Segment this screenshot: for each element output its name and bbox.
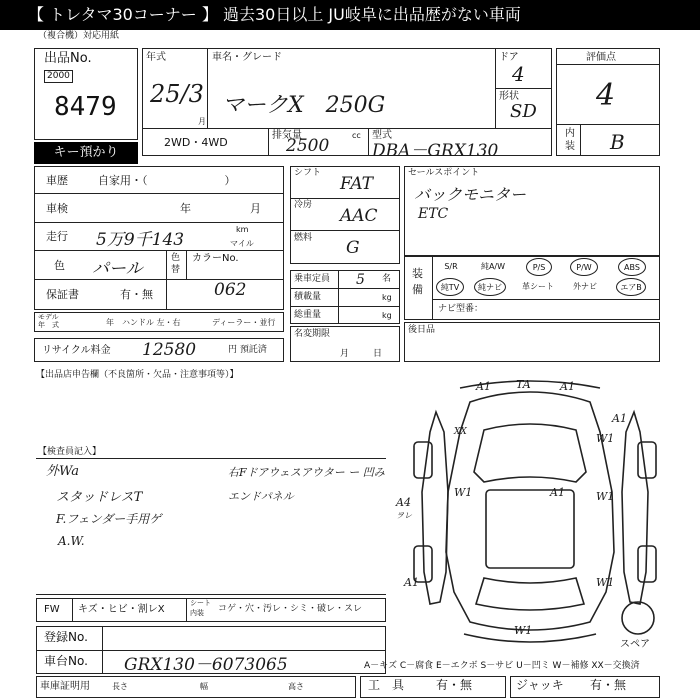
- equip-leather-seat: 革シート: [522, 282, 554, 291]
- lot-number: 8479: [54, 92, 117, 122]
- seat-label-1: シート: [190, 599, 211, 607]
- model-label: 型式: [372, 130, 392, 141]
- equip-navi: 純ナビ: [474, 278, 506, 296]
- equip-abs: ABS: [618, 258, 646, 276]
- interior-label-2: 装: [565, 141, 575, 152]
- model-year-unit: 年: [106, 318, 114, 327]
- ac-label: 冷房: [294, 200, 313, 210]
- sub-header: （複合機）対応用紙: [38, 31, 120, 41]
- score-label: 評価点: [586, 52, 616, 63]
- diagram-mark-10: A1: [404, 576, 419, 589]
- diagram-mark-6: W1: [454, 486, 473, 499]
- cert-label: 車庫証明用: [40, 681, 90, 692]
- color-change-1: 色: [171, 253, 181, 263]
- mileage-mile-unit: マイル: [230, 239, 254, 248]
- spare-label: スペア: [620, 639, 650, 650]
- diagram-mark-1: A1: [476, 380, 491, 393]
- inspection-label: 車検: [46, 202, 68, 215]
- equip-alloy-wheel: 純A/W: [480, 262, 506, 271]
- fw-text: キズ・ヒビ・割レX: [78, 604, 165, 615]
- displacement-unit: cc: [352, 131, 361, 140]
- fuel-value: G: [346, 238, 360, 258]
- year-label: 年式: [146, 52, 166, 63]
- shape-value: SD: [510, 101, 537, 122]
- displacement-label: 排気量: [272, 130, 302, 141]
- diagram-mark-8: W1: [596, 432, 615, 445]
- color-change-2: 替: [171, 265, 181, 275]
- diagram-mark-9: W1: [596, 490, 615, 503]
- model-value: DBA－GRX130: [372, 141, 499, 161]
- capacity-label: 乗車定員: [294, 274, 331, 284]
- equip-power-window: P/W: [570, 258, 598, 276]
- lot-year-tag: 2000: [44, 70, 73, 83]
- model-year-label-1: モデル: [38, 313, 59, 321]
- inspector-note-2: スタッドレスT: [56, 490, 143, 505]
- recycle-unit: 円 預託済: [228, 345, 267, 355]
- jack-value: 有・無: [590, 678, 627, 692]
- doors-label: ドア: [499, 52, 519, 63]
- diagram-mark-13: ヲレ: [396, 511, 412, 520]
- registration-label: 登録No.: [44, 630, 88, 644]
- inspection-year-unit: 年: [180, 202, 191, 215]
- car-damage-diagram: [396, 372, 670, 652]
- displacement-value: 2500: [286, 136, 330, 156]
- color-no-value: 062: [214, 280, 247, 300]
- diagram-mark-5: A1: [612, 412, 627, 425]
- later-install-label: 後日品: [408, 325, 436, 335]
- score-value: 4: [596, 78, 616, 113]
- fw-label: FW: [44, 604, 60, 615]
- dealer-type: ディーラー・並行: [212, 318, 276, 327]
- chassis-value: GRX130－6073065: [124, 655, 288, 675]
- equip-sunroof: S/R: [444, 262, 458, 271]
- equip-airbag: エアB: [616, 278, 646, 296]
- car-name-value: マークX 250G: [222, 93, 386, 118]
- color-no-label: カラーNo.: [192, 253, 239, 264]
- interior-label-1: 内: [565, 128, 575, 139]
- inspection-month-unit: 月: [250, 202, 261, 215]
- ac-value: AAC: [340, 206, 378, 226]
- header-banner: 【 トレタマ30コーナー 】 過去30日以上 JU岐阜に出品歴がない車両: [0, 0, 700, 30]
- load-unit: kg: [382, 293, 392, 302]
- diagram-mark-3: A1: [560, 380, 575, 393]
- key-held-badge: キー預かり: [34, 142, 138, 164]
- cert-length: 長さ: [112, 682, 128, 691]
- history-options: 自家用・（ ）: [98, 174, 236, 187]
- drive-label: 2WD・4WD: [164, 136, 228, 149]
- tools-label: 工 具: [368, 678, 405, 692]
- sales-point-2: ETC: [418, 206, 449, 222]
- inspector-note-1: 外Wa: [46, 464, 79, 479]
- sales-points-label: セールスポイント: [408, 168, 480, 178]
- diagram-mark-7: A1: [550, 486, 565, 499]
- history-label: 車歴: [46, 174, 68, 187]
- diagram-mark-14: W1: [514, 624, 533, 637]
- diagram-mark-2: TA: [516, 378, 531, 391]
- equip-power-steering: P/S: [526, 258, 552, 276]
- cert-height: 高さ: [288, 682, 304, 691]
- inspector-note-3: F.フェンダー手用ゲ: [56, 512, 162, 526]
- load-label: 積載量: [294, 292, 322, 302]
- year-value: 25/3: [150, 80, 204, 108]
- cert-width: 幅: [200, 682, 208, 691]
- doors-value: 4: [512, 62, 525, 86]
- diagram-mark-4: XX: [454, 427, 467, 437]
- mileage-km-unit: km: [236, 225, 249, 234]
- equip-external-navi: 外ナビ: [573, 282, 597, 291]
- interior-value: B: [610, 130, 625, 154]
- shift-value: FAT: [340, 174, 374, 194]
- capacity-unit: 名: [382, 274, 392, 284]
- navi-model-label: ナビ型番：: [438, 304, 484, 314]
- title-change-unit: 月日: [340, 349, 407, 359]
- tools-value: 有・無: [436, 678, 473, 692]
- equipment-label-2: 備: [412, 283, 423, 296]
- equip-tv: 純TV: [436, 278, 464, 296]
- later-install-box: [404, 322, 660, 362]
- inspector-note-5: 右Fドアウェスアウター ー 凹み: [228, 466, 385, 479]
- color-value: パール: [92, 259, 143, 279]
- chassis-label: 車台No.: [44, 654, 88, 668]
- title-change-label: 名変期限: [294, 329, 331, 339]
- seat-label-2: 内装: [190, 609, 204, 617]
- color-label: 色: [54, 259, 65, 272]
- handle-side: ハンドル 左・右: [122, 318, 181, 327]
- shape-label: 形状: [499, 91, 519, 102]
- weight-unit: kg: [382, 311, 392, 320]
- capacity-value: 5: [356, 272, 365, 288]
- shift-label: シフト: [294, 168, 322, 178]
- mileage-label: 走行: [46, 230, 68, 243]
- seat-text: コゲ・穴・汚レ・シミ・破レ・スレ: [218, 604, 363, 614]
- year-month-unit: 月: [198, 117, 206, 126]
- sales-point-1: バックモニター: [414, 185, 527, 204]
- weight-label: 総重量: [294, 310, 322, 320]
- warranty-value: 有・無: [120, 288, 153, 301]
- notes-label: 【出品店申告欄（不良箇所・欠品・注意事項等）】: [36, 370, 239, 380]
- inspector-note-6: エンドパネル: [228, 490, 294, 503]
- diagram-mark-12: A4: [396, 496, 411, 509]
- warranty-label: 保証書: [46, 288, 79, 301]
- car-name-label: 車名・グレード: [212, 52, 282, 63]
- mileage-value: 5万9千143: [96, 230, 185, 250]
- recycle-value: 12580: [142, 340, 197, 360]
- equipment-label-1: 装: [412, 267, 423, 280]
- jack-label: ジャッキ: [516, 678, 564, 692]
- lot-label: 出品No.: [44, 51, 92, 66]
- model-year-label-2: 年 式: [38, 321, 59, 329]
- diagram-mark-11: W1: [596, 576, 615, 589]
- inspector-note-4: A.W.: [58, 534, 85, 548]
- fuel-label: 燃料: [294, 233, 313, 243]
- legend: A－キズ C－腐食 E－エクボ S－サビ U－凹ミ W－補修 XX－交換済: [364, 661, 640, 671]
- recycle-label: リサイクル料金: [42, 345, 111, 356]
- inspector-label: 【検査員記入】: [38, 447, 102, 457]
